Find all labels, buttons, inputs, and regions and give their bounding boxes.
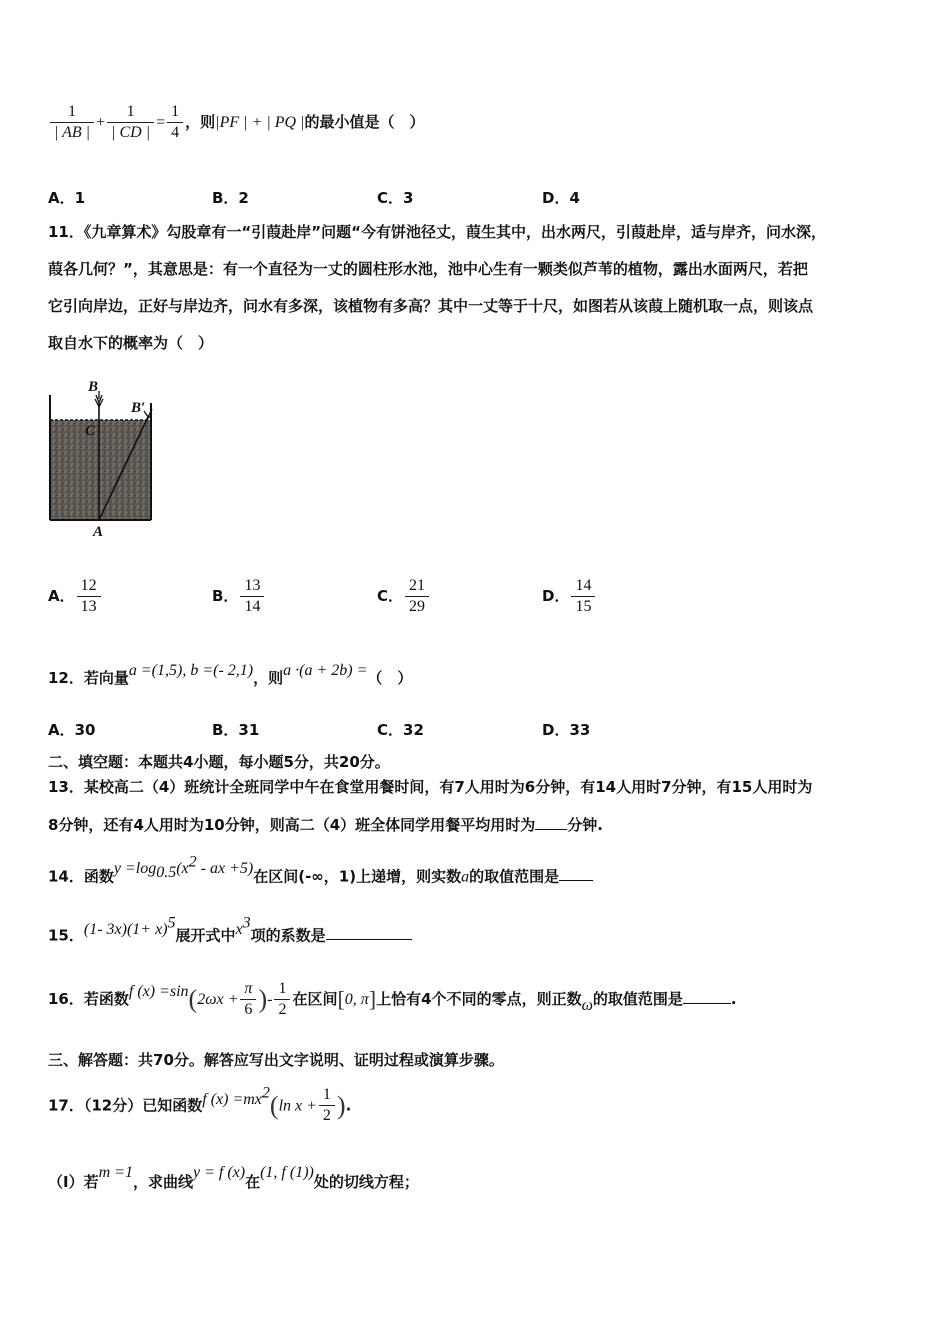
q12-option-c: C．32 xyxy=(377,721,424,739)
q10-condition: $\frac{1}{| AB |}$ + $\frac{1}{| CD |}$ = $\frac{1}{4}$ ，则|PF | + | PQ |的最小值是（ ） xyxy=(48,102,424,143)
q15-stem: 15．(1- $3x)(1+ x)^5$展开式中$x^3$项的系数是 xyxy=(48,920,412,946)
q11-option-b: B． $\frac{13}{14}$ xyxy=(212,576,266,617)
q11-option-c: C． $\frac{21}{29}$ xyxy=(377,576,431,617)
q11-line-1: 11．《九章算术》勾股章有一“引葭赴岸”问题“今有饼池径丈，葭生其中，出水两尺，引葭赴岸，适与岸齐，问水深， xyxy=(48,223,826,241)
q15-expr: (1- $3x)(1+ x)^5$ xyxy=(83,915,176,939)
q16-stem: 16．若函数f (x) =sin(2ωx + $\frac{\pi}{6}$ )- $\frac{1}{2}$ 在区间[0, π]上恰有4个不同的零点，则正数ω的取值范围是 . xyxy=(48,980,737,1018)
label-b-prime: B′ xyxy=(131,400,146,416)
q13-answer-blank[interactable] xyxy=(535,815,567,830)
q17-function: f $(x) =mx^2$ xyxy=(202,1085,270,1109)
q16-answer-blank[interactable] xyxy=(683,989,731,1004)
q10-frac-quarter: $\frac{1}{4}$ xyxy=(167,102,183,143)
q13-line-1: 13．某校高二（4）班统计全班同学中午在食堂用餐时间，有7人用时为6分钟，有14人用时7分钟，有15人用时为 xyxy=(48,778,813,796)
q12-expr: a ·(a + 2b) = xyxy=(283,662,368,679)
water-body xyxy=(50,420,151,520)
label-c: C xyxy=(85,423,96,439)
q15-term: $x^3$ xyxy=(235,915,251,939)
q11-line-4: 取自水下的概率为（ ） xyxy=(48,334,214,352)
q10-expr: |PF | + | PQ | xyxy=(215,114,305,131)
q11-option-a: A． $\frac{12}{13}$ xyxy=(48,576,103,617)
q10-option-d: D．4 xyxy=(542,189,580,207)
q10-frac-cd: $\frac{1}{| CD |}$ xyxy=(107,102,154,143)
q11-line-3: 它引向岸边，正好与岸边齐，问水有多深，该植物有多高？其中一丈等于十尺，如图若从该葭上随机取一点，则该点 xyxy=(48,297,814,315)
section-3-heading: 三、解答题：共70分。解答应写出文字说明、证明过程或演算步骤。 xyxy=(48,1051,504,1069)
pond-figure xyxy=(40,375,170,540)
q11-line-2: 葭各几何？”，其意思是：有一个直径为一丈的圆柱形水池，池中心生有一颗类似芦苇的植物，露出水面两尺，若把 xyxy=(48,260,808,278)
label-b: B xyxy=(88,379,99,395)
q12-option-a: A．30 xyxy=(48,721,96,739)
q10-frac-ab: $\frac{1}{| AB |}$ xyxy=(50,102,94,143)
q17-stem: 17．（12分）已知函数f $(x) =mx^2(\ln$ x + $\frac{1}{2}$ ). xyxy=(48,1085,352,1125)
label-a: A xyxy=(93,524,104,540)
q15-answer-blank[interactable] xyxy=(326,925,412,940)
q11-option-d: D． $\frac{14}{15}$ xyxy=(542,576,597,617)
section-2-heading: 二、填空题：本题共4小题，每小题5分，共20分。 xyxy=(48,753,390,771)
q14-stem: 14．函数$y =\log_{0.5}(x^2$ - ax +5)在区间(-∞，1)上递增，则实数a的取值范围是 xyxy=(48,861,593,892)
q14-function: $y =\log_{0.5}(x^2$ - ax +5) xyxy=(113,854,254,882)
q10-option-b: B．2 xyxy=(212,189,249,207)
q12-stem: 12．若向量a =(1,5), b =(- 2,1)，则a ·(a + 2b) =（ ） xyxy=(48,662,413,687)
q13-line-2: 8分钟，还有4人用时为10分钟，则高二（4）班全体同学用餐平均用时为 分钟. xyxy=(48,816,603,834)
q17-part-1: （Ⅰ）若m =1，求曲线y = f (x)在(1, f (1))处的切线方程； xyxy=(48,1164,419,1191)
q12-option-b: B．31 xyxy=(212,721,260,739)
q12-vectors: a =(1,5), b =(- 2,1) xyxy=(128,662,254,679)
q10-option-a: A．1 xyxy=(48,189,86,207)
q14-answer-blank[interactable] xyxy=(559,866,593,881)
q10-option-c: C．3 xyxy=(377,189,414,207)
q12-option-d: D．33 xyxy=(542,721,591,739)
